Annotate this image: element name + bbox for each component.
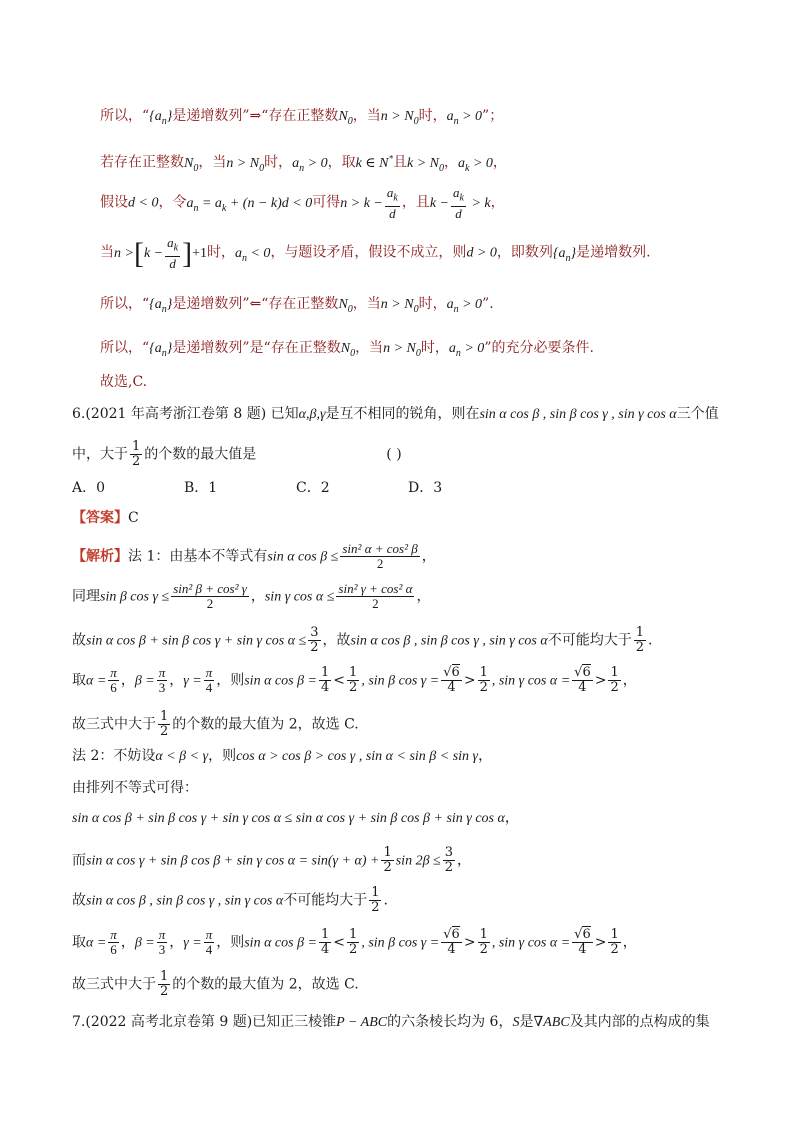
method-2-line: 法 2：不妨设α < β < γ，则cos α > cos β > cos γ , sin α < sin β < sin γ， [72,748,493,764]
analysis-line-3: 故sin α cos β + sin β cos γ + sin γ cos α ≤ $\frac{3}{2}$ ，故sin α cos β , sin β cos γ , sin γ cos α不可能均大于 $\frac{1}{2}$ . [72,625,653,655]
conclusion-line-6: 所以，“$\{a_n\}$是递增数列”是“存在正整数$N_0$，当$n > N_0$时，$a_n > 0$”的充分必要条件. [100,340,594,359]
analysis-line-5: 故三式中大于 $\frac{1}{2}$ 的个数的最大值为 2，故选 C. [72,709,359,739]
analysis-line-4: 取α = $\frac{\pi}{6}$ ，β = $\frac{\pi}{3}$ ，γ = $\frac{\pi}{4}$ ，则sin α cos β = $\frac{1}{4}$ < $\frac{1}{2}$ , sin β cos γ = $\frac{√6}{4}$ > $\frac{1}{2}$ , sin γ cos α = $\frac{√6}{4}$ > $\frac{1}{2}$ ， [72,665,637,695]
option-d: D．3 [408,480,443,496]
option-c: C．2 [296,480,330,496]
analysis-line-8: 故三式中大于 $\frac{1}{2}$ 的个数的最大值为 2，故选 C. [72,969,359,999]
rearrangement-ineq: sin α cos β + sin β cos γ + sin γ cos α ≤ sin α cos γ + sin β cos β + sin γ cos α， [72,810,519,826]
analysis-line-7: 取α = $\frac{\pi}{6}$ ，β = $\frac{\pi}{3}$ ，γ = $\frac{\pi}{4}$ ，则sin α cos β = $\frac{1}{4}$ < $\frac{1}{2}$ , sin β cos γ = $\frac{√6}{4}$ > $\frac{1}{2}$ , sin γ cos α = $\frac{√6}{4}$ > $\frac{1}{2}$ ， [72,927,637,957]
question-7-stem: 7.(2022 高考北京卷第 9 题)已知正三棱锥P − ABC的六条棱长均为 6，S是∇ABC及其内部的点构成的集 [72,1014,710,1030]
option-b: B．1 [184,480,218,496]
analysis-line-6: 故sin α cos β , sin β cos γ , sin γ cos α不可能均大于 $\frac{1}{2}$ . [72,885,388,915]
conclusion-line-1: 所以，“$\{a_n\}$是递增数列”⇒“存在正整数$N_0$，当$n > N_0$时，$a_n > 0$”； [100,108,504,127]
proof-line-3: 假设d < 0，令$a_n = a_k + (n - k)d < 0$可得n > k − $\frac{a_k}{d}$ ，且k − $\frac{a_k}{d}$ > k， [100,185,505,221]
question-6-stem-cont: 中，大于 $\frac{1}{2}$ 的个数的最大值是 ( ) [72,439,402,469]
proof-line-4: 当n >[k − $\frac{a_k}{d}$ ]+1时，$a_n < 0$，与题设矛盾，假设不成立，则d > 0，即数列$\{a_n\}$是递增数列. [100,235,651,271]
proof-line-2: 若存在正整数$N_0$，当$n > N_0$时，$a_n > 0$，取k ∈ N*且$k > N_0$，$a_k > 0$， [100,153,507,174]
analysis-line-1: 【解析】法 1：由基本不等式有sin α cos β ≤ $\frac{\text{sin² α + cos² β}}{2}$ ， [72,541,436,571]
answer-choice-line: 故选,C. [100,374,148,390]
option-a: A．0 [72,480,106,496]
rearrangement-label: 由排列不等式可得： [72,780,198,796]
identity-line: 而sin α cos γ + sin β cos β + sin γ cos α = sin(γ + α) + $\frac{1}{2}$ sin 2β ≤ $\frac{3}{2}$ ， [72,845,472,875]
answer-line: 【答案】C [72,510,139,526]
analysis-line-2: 同理sin β cos γ ≤ $\frac{\text{sin² β + cos² γ}}{2}$ ，sin γ cos α ≤ $\frac{\text{sin² γ + cos² α}}{2}$ ， [72,581,431,611]
question-6-stem: 6.(2021 年高考浙江卷第 8 题) 已知α,β,γ是互不相同的锐角，则在sin α cos β , sin β cos γ , sin γ cos α三个值 [72,406,719,422]
question-6-options [72,478,520,498]
conclusion-line-5: 所以，“$\{a_n\}$是递增数列”⇐“存在正整数$N_0$，当$n > N_0$时，$a_n > 0$”. [100,296,494,315]
